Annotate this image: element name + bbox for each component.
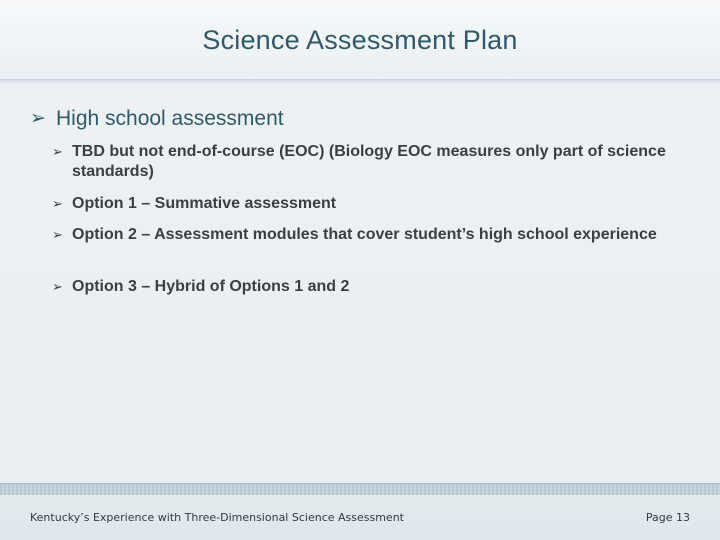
- arrow-bullet-icon: ➢: [52, 144, 63, 159]
- slide-footer: [0, 495, 720, 540]
- footer-band: [0, 483, 720, 495]
- slide-title: Science Assessment Plan: [202, 25, 518, 55]
- list-item: [52, 142, 682, 182]
- list-item: [52, 225, 682, 245]
- list-item: [52, 194, 682, 214]
- arrow-bullet-icon: ➢: [52, 196, 63, 211]
- list-item-text: Option 3 – Hybrid of Options 1 and 2: [72, 278, 350, 295]
- footer-presentation-title: Kentucky’s Experience with Three-Dimensional Science Assessment: [30, 511, 404, 524]
- list-item-text: Option 2 – Assessment modules that cover student’s high school experience: [72, 226, 657, 243]
- list-item-text: TBD but not end-of-course (EOC) (Biology EOC measures only part of science standards): [72, 143, 666, 180]
- bullet-heading: [30, 107, 284, 131]
- arrow-bullet-icon: ➢: [52, 227, 63, 242]
- arrow-bullet-icon: ➢: [30, 108, 46, 129]
- title-divider: [0, 80, 720, 86]
- bullet-heading-text: High school assessment: [56, 107, 284, 130]
- arrow-bullet-icon: ➢: [52, 279, 63, 294]
- slide-title-band: [0, 0, 720, 80]
- list-item: [52, 277, 682, 297]
- list-item-text: Option 1 – Summative assessment: [72, 195, 337, 212]
- page-number: Page 13: [645, 511, 690, 524]
